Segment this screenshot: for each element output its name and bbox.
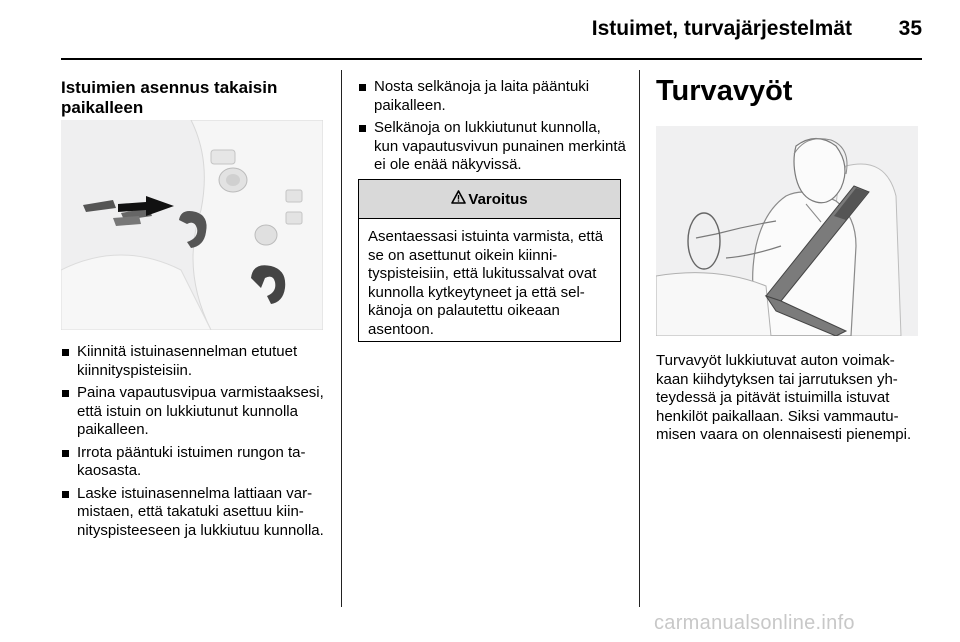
- bullet-square-icon: [359, 125, 366, 132]
- backrest-steps: [358, 78, 626, 179]
- list-item: Laske istuinasennelma lattiaan varmistaen, että takatuki asettuu kiinnityspisteeseen ja lukkiutuu kunnolla.: [61, 485, 326, 541]
- list-item: Selkänoja on lukkiutunut kunnolla, kun vapautusvivun punainen merkintä ei ole enää näkyvissä.: [358, 119, 626, 175]
- list-item: Paina vapautusvipua varmistaaksesi, että istuin on lukkiutunut kunnolla paikalleen.: [61, 384, 326, 440]
- warning-text: Asentaessasi istuinta varmista, että se on asettunut oikein kiinnityspisteisiin, että lukitussalvat ovat kunnolla kytkeytyneet ja että selkänoja on palautettu oikeaan asentoon.: [368, 228, 604, 338]
- warning-title: Varoitus: [468, 190, 528, 208]
- warning-header: [359, 180, 620, 219]
- section-heading-seatbelts: Turvavyöt: [656, 75, 793, 107]
- page-header-title: Istuimet, turvajärjestelmät: [591, 17, 852, 40]
- bullet-square-icon: [359, 84, 366, 91]
- list-item: Kiinnitä istuinasennelman etutuet kiinnityspisteisiin.: [61, 343, 326, 380]
- seat-fitting-illustration: [61, 120, 323, 330]
- section-heading-seat-refit: Istuimien asennus takaisin paikalleen: [61, 78, 278, 117]
- seat-fitting-figure: [61, 120, 323, 330]
- list-item: Nosta selkänoja ja laita pääntuki paikalleen.: [358, 78, 626, 115]
- seatbelt-driver-illustration: [656, 126, 918, 336]
- header-divider: [61, 58, 922, 60]
- list-item: Irrota pääntuki istuimen rungon takaosasta.: [61, 444, 326, 481]
- column-divider-2: [639, 70, 640, 607]
- warning-triangle-icon: [451, 190, 466, 208]
- seatbelt-figure: [656, 126, 918, 336]
- bullet-square-icon: [62, 450, 69, 457]
- page-number: 35: [898, 17, 922, 40]
- warning-box: [358, 179, 621, 342]
- bullet-square-icon: [62, 349, 69, 356]
- bullet-square-icon: [62, 491, 69, 498]
- column-divider-1: [341, 70, 342, 607]
- bullet-square-icon: [62, 390, 69, 397]
- watermark: carmanualsonline.info: [654, 612, 855, 634]
- seat-refit-steps: [61, 343, 326, 544]
- seatbelt-paragraph: Turvavyöt lukkiutuvat auton voimakkaan kiihdytyksen tai jarrutuksen yhteydessä ja pitävät istuimilla istuvat henkilöt paikallaan. Siksi vammautumisen vaara on olennaisesti pienempi.: [656, 352, 912, 443]
